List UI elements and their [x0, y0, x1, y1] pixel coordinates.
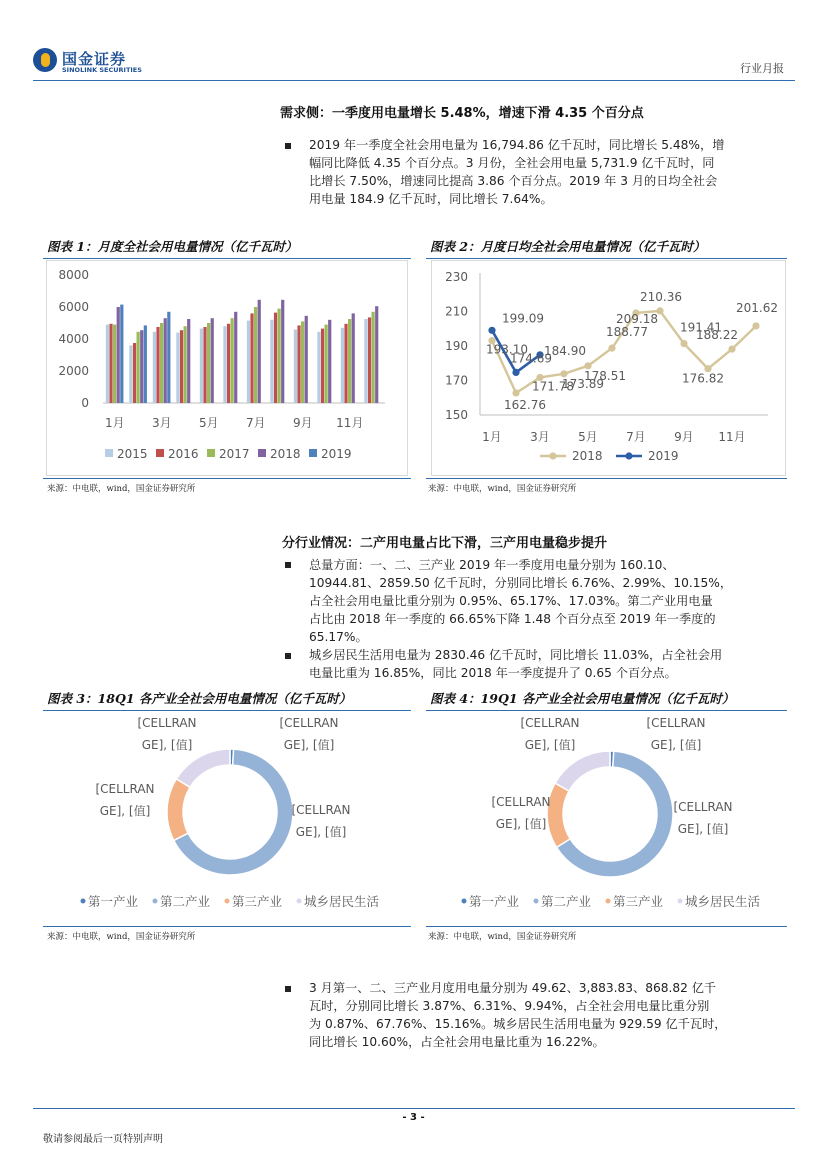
slice-label-line1: [CELLRAN	[137, 716, 197, 730]
section1-bullet1: 2019 年一季度全社会用电量为 16,794.86 亿千瓦时，同比增长 5.48%，增 幅同比降低 4.35 个百分点。3 月份，全社会用电量 5,731.9 亿千瓦时，同 比增长 7.50%，增速同比提高 3.86 个百分点。2019 年 3 月的日均全社会 用电量 184.9 亿千瓦时，同比增长 7.64%。	[309, 138, 725, 206]
bar-2016-10月	[321, 329, 324, 403]
figure4-bottom-rule	[426, 926, 787, 927]
bar-2016-6月	[227, 324, 230, 403]
legend-label-第一产业: 第一产业	[88, 894, 139, 909]
x-tick-label: 3月	[151, 416, 172, 430]
section3-bullet1: 3 月第一、二、三产业月度用电量分别为 49.62、3,883.83、868.82 亿千 瓦时，分别同比增长 3.87%、6.31%、9.94%，占全社会用电量比重分别 为 0.87%、67.76%、15.16%。城乡居民生活用电量为 929.59 亿千瓦时， 同比增长 10.60%，占全社会用电量比重为 16.22%。	[309, 981, 727, 1049]
slice-label-line2: GE], [值]	[650, 738, 702, 752]
footer-rule	[33, 1108, 795, 1109]
bar-2017-6月	[231, 318, 234, 403]
point-2018-6月	[608, 345, 615, 352]
figure2-chart-box	[431, 260, 786, 476]
data-label-2018: 210.36	[640, 289, 682, 304]
bar-2015-6月	[223, 326, 226, 403]
bar-2016-1月	[109, 324, 112, 403]
bar-2016-7月	[250, 313, 253, 403]
bar-2018-11月	[352, 313, 355, 403]
section2-title: 分行业情况：二产用电量占比下滑，三产用电量稳步提升	[282, 536, 608, 551]
y-tick-label: 150	[445, 408, 468, 422]
legend-label-2019: 2019	[321, 447, 352, 461]
x-tick-label: 3月	[530, 430, 550, 444]
data-label-2019: 174.69	[510, 351, 552, 366]
figure1-bottom-rule	[43, 478, 411, 479]
bar-2015-10月	[317, 332, 320, 403]
figure1-title: 图表 1：月度全社会用电量情况（亿千瓦时）	[47, 239, 298, 254]
bar-2015-1月	[106, 325, 109, 403]
legend-label-2018: 2018	[270, 447, 301, 461]
bar-2015-2月	[129, 345, 132, 403]
legend-label-第一产业: 第一产业	[469, 894, 520, 909]
slice-label-line1: [CELLRAN	[95, 782, 155, 796]
legend-swatch-2018	[258, 449, 266, 457]
bar-2017-5月	[207, 323, 210, 403]
bar-2017-2月	[137, 332, 140, 403]
legend-label-2015: 2015	[117, 447, 148, 461]
figure1-chart-box	[46, 260, 408, 476]
section2-bullet1: 总量方面：一、二、三产业 2019 年一季度用电量分别为 160.10、 10944.81、2859.50 亿千瓦时，分别同比增长 6.76%、2.99%、10.15%， 占全社会用电量比重分别为 0.95%、65.17%、17.03%。第二产业用电量 占比由 2018 年一季度的 66.65%下降 1.48 个百分点至 2019 年一季度的 65.17%。	[309, 558, 733, 644]
data-label-2018: 173.89	[562, 376, 604, 391]
legend-swatch-2017	[207, 449, 215, 457]
legend-label-2019: 2019	[648, 449, 679, 463]
bar-2017-11月	[348, 319, 351, 403]
bar-2015-3月	[153, 332, 156, 403]
slice-label-line2: GE], [值]	[141, 738, 193, 752]
x-tick-label: 7月	[245, 416, 266, 430]
section2-bullet2: 城乡居民生活用电量为 2830.46 亿千瓦时，同比增长 11.03%，占全社会用 电量比重为 16.85%，同比 2018 年一季度提升了 0.65 个百分点。	[309, 648, 723, 680]
y-tick-label: 2000	[58, 364, 89, 378]
point-2018-2月	[512, 389, 519, 396]
bar-2016-5月	[203, 327, 206, 403]
x-tick-label: 1月	[482, 430, 502, 444]
bar-2015-5月	[200, 329, 203, 403]
legend-swatch-2016	[156, 449, 164, 457]
footer-disclaimer: 敬请参阅最后一页特别声明	[43, 1134, 163, 1145]
bar-2019-1月	[120, 305, 123, 403]
data-label-2018: 188.77	[606, 325, 648, 340]
y-tick-label: 230	[445, 270, 468, 284]
bar-2017-3月	[160, 323, 163, 403]
bar-2018-5月	[211, 318, 214, 403]
legend-label-2018: 2018	[572, 449, 603, 463]
bar-2019-2月	[144, 325, 147, 403]
bar-2018-4月	[187, 319, 190, 403]
legend-swatch-2019	[309, 449, 317, 457]
legend-marker-城乡居民生活	[678, 899, 683, 904]
data-label-2018: 191.41	[680, 320, 722, 335]
figure2-title-rule	[426, 258, 787, 259]
slice-label-line2: GE], [值]	[677, 822, 729, 836]
logo-en-text: SINOLINK SECURITIES	[62, 66, 142, 74]
legend-marker-第三产业	[225, 899, 230, 904]
bar-2018-10月	[328, 320, 331, 403]
y-tick-label: 210	[445, 304, 468, 319]
y-tick-label: 8000	[58, 268, 89, 282]
x-tick-label: 5月	[578, 430, 598, 444]
slice-第三产业	[167, 779, 190, 841]
bullet-marker	[285, 562, 291, 568]
slice-城乡居民生活	[555, 751, 610, 791]
bar-2015-9月	[294, 329, 297, 403]
bar-2017-10月	[325, 325, 328, 403]
data-label-2018: 201.62	[736, 300, 778, 315]
bar-2015-12月	[364, 319, 367, 403]
bar-2016-11月	[344, 324, 347, 403]
header-rule	[33, 80, 795, 81]
y-tick-label: 4000	[58, 332, 89, 346]
data-label-2018: 176.82	[682, 371, 724, 386]
figure1-source: 来源：中电联，wind，国金证券研究所	[47, 484, 196, 494]
section1-title: 需求侧：一季度用电量增长 5.48%，增速下滑 4.35 个百分点	[280, 106, 644, 121]
bar-2017-4月	[184, 326, 187, 403]
legend-marker-2019	[625, 452, 632, 459]
legend-label-2017: 2017	[219, 447, 250, 461]
legend-label-第二产业: 第二产业	[541, 894, 592, 909]
slice-label-line1: [CELLRAN	[520, 716, 580, 730]
slice-label-line2: GE], [值]	[524, 738, 576, 752]
x-tick-label: 9月	[674, 430, 694, 444]
bar-2016-9月	[297, 325, 300, 403]
data-label-2018: 162.76	[504, 397, 546, 412]
bullet-marker	[285, 653, 291, 659]
y-tick-label: 170	[445, 373, 468, 388]
slice-label-line2: GE], [值]	[495, 817, 547, 831]
bullet-marker	[285, 143, 291, 149]
q1-2018-industry-donut-chart	[43, 711, 411, 923]
legend-label-第三产业: 第三产业	[232, 894, 283, 909]
figure4-source: 来源：中电联，wind，国金证券研究所	[428, 932, 577, 942]
legend-marker-第二产业	[534, 899, 539, 904]
bar-2015-11月	[341, 328, 344, 403]
figure1-title-rule	[43, 258, 411, 259]
bar-2018-2月	[140, 330, 143, 403]
bar-2019-3月	[167, 312, 170, 403]
data-label-2018: 209.18	[616, 311, 658, 326]
legend-label-2016: 2016	[168, 447, 199, 461]
bar-2018-12月	[375, 306, 378, 403]
point-2019-2月	[512, 369, 519, 376]
monthly-consumption-bar-chart	[47, 261, 407, 475]
data-label-2019: 184.90	[544, 343, 586, 358]
bar-2016-2月	[133, 343, 136, 403]
report-type: 行业月报	[740, 62, 784, 75]
bar-2018-7月	[258, 300, 261, 403]
bar-2016-12月	[368, 317, 371, 403]
bar-2015-4月	[176, 333, 179, 403]
bar-2018-8月	[281, 300, 284, 403]
point-2018-9月	[680, 340, 687, 347]
legend-label-城乡居民生活: 城乡居民生活	[304, 894, 380, 909]
legend-marker-2018	[549, 452, 556, 459]
slice-label-line1: [CELLRAN	[673, 800, 733, 814]
point-2019-1月	[488, 327, 495, 334]
bar-2017-1月	[113, 325, 116, 403]
logo-cn-text: 国金证券	[62, 50, 127, 68]
figure4-title: 图表 4：19Q1 各产业全社会用电量情况（亿千瓦时）	[430, 691, 735, 706]
bar-2018-3月	[164, 318, 167, 403]
daily-consumption-line-chart	[432, 261, 785, 475]
x-tick-label: 11月	[336, 416, 364, 430]
bar-2018-1月	[117, 307, 120, 403]
x-tick-label: 11月	[718, 430, 746, 444]
figure3-chart-area	[43, 711, 411, 923]
x-tick-label: 5月	[198, 416, 219, 430]
figure4-chart-area	[426, 711, 787, 923]
slice-label-line1: [CELLRAN	[291, 803, 351, 817]
bullet-marker	[285, 986, 291, 992]
data-label-2018: 171.78	[532, 379, 574, 394]
point-2018-11月	[728, 345, 735, 352]
bar-2016-4月	[180, 330, 183, 403]
figure2-source: 来源：中电联，wind，国金证券研究所	[428, 484, 577, 494]
slice-label-line2: GE], [值]	[295, 825, 347, 839]
legend-marker-第一产业	[462, 899, 467, 904]
bar-2018-6月	[234, 312, 237, 403]
page-number: - 3 -	[402, 1112, 425, 1123]
slice-label-line1: [CELLRAN	[646, 716, 706, 730]
bar-2015-7月	[247, 321, 250, 403]
slice-城乡居民生活	[176, 749, 230, 787]
legend-marker-第三产业	[606, 899, 611, 904]
legend-swatch-2015	[105, 449, 113, 457]
sinolink-logo-icon	[33, 48, 57, 72]
point-2018-12月	[752, 322, 759, 329]
slice-第三产业	[547, 783, 570, 847]
slice-label-line1: [CELLRAN	[279, 716, 339, 730]
legend-marker-城乡居民生活	[297, 899, 302, 904]
figure3-bottom-rule	[43, 926, 411, 927]
bar-2015-8月	[270, 320, 273, 403]
data-label-2018: 193.10	[486, 342, 528, 357]
figure2-title: 图表 2：月度日均全社会用电量情况（亿千瓦时）	[430, 239, 706, 254]
bar-2018-9月	[305, 316, 308, 403]
slice-label-line2: GE], [值]	[283, 738, 335, 752]
data-label-2018: 178.51	[584, 368, 626, 383]
y-tick-label: 0	[81, 396, 89, 410]
bar-2017-8月	[278, 309, 281, 403]
bar-2016-3月	[156, 327, 159, 403]
x-tick-label: 7月	[626, 430, 646, 444]
legend-label-第二产业: 第二产业	[160, 894, 211, 909]
bar-2017-9月	[301, 321, 304, 403]
figure2-bottom-rule	[426, 478, 787, 479]
x-tick-label: 1月	[104, 416, 125, 430]
y-tick-label: 6000	[58, 300, 89, 314]
bar-2017-12月	[372, 312, 375, 403]
slice-label-line2: GE], [值]	[99, 804, 151, 818]
slice-label-line1: [CELLRAN	[491, 795, 551, 809]
legend-label-第三产业: 第三产业	[613, 894, 664, 909]
x-tick-label: 9月	[292, 416, 313, 430]
q1-2019-industry-donut-chart	[426, 711, 787, 923]
legend-label-城乡居民生活: 城乡居民生活	[685, 894, 761, 909]
data-label-2019: 199.09	[502, 311, 544, 326]
figure3-source: 来源：中电联，wind，国金证券研究所	[47, 932, 196, 942]
bar-2016-8月	[274, 313, 277, 403]
y-tick-label: 190	[445, 339, 468, 353]
data-label-2018: 188.22	[696, 328, 738, 343]
bar-2017-7月	[254, 307, 257, 403]
figure3-title: 图表 3：18Q1 各产业全社会用电量情况（亿千瓦时）	[47, 691, 352, 706]
legend-marker-第二产业	[153, 899, 158, 904]
legend-marker-第一产业	[81, 899, 86, 904]
